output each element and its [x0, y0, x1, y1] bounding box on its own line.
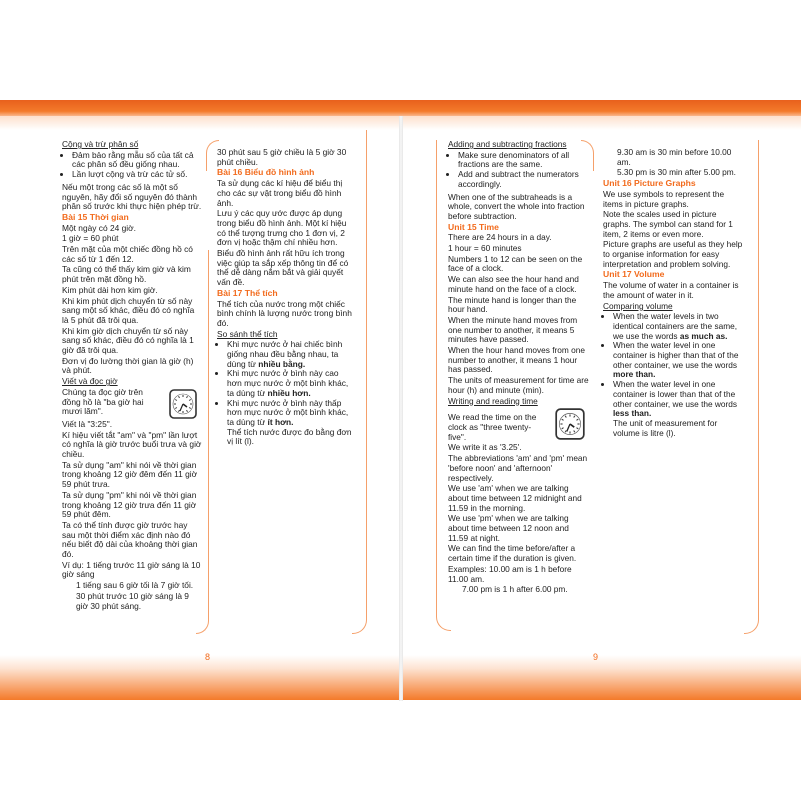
- heading-compare-vi: So sánh thể tích: [217, 328, 278, 339]
- bullet-text: When the water levels in two identical containers are the same, we use the words: [613, 311, 738, 341]
- paragraph: We can also see the hour hand and minute hand on the face of a clock.: [448, 274, 579, 294]
- list-item: • Add and subtract the numerators accordingly.: [458, 170, 589, 189]
- list-item: • Đảm bảo rằng mẫu số của tất cả các phân số đều giống nhau.: [72, 151, 202, 170]
- list-item: [613, 312, 745, 341]
- heading-read-time: Writing and reading time: [448, 395, 538, 406]
- paragraph: The unit of measurement for volume is litre (l).: [613, 417, 718, 438]
- paragraph: Thể tích của nước trong một chiếc bình chính là lượng nước trong bình đó.: [217, 298, 352, 328]
- add-bullets: [448, 151, 589, 190]
- add-note: When one of the subtraheads is a whole, convert the whole into fraction before subtraction.: [448, 191, 585, 221]
- paragraph: 1 tiếng sau 6 giờ tối là 7 giờ tối.: [76, 580, 194, 591]
- paragraph: Đơn vị đo lường thời gian là giờ (h) và phút.: [62, 355, 194, 376]
- paragraph: Biểu đồ hình ảnh rất hữu ích trong việc giúp ta sắp xếp thông tin để có thể dễ dàng nắm bắt và giải quyết vấn đề.: [217, 248, 349, 288]
- paragraph: Ta sử dụng "pm" khi nói về thời gian trong khoảng 12 giờ trưa đến 11 giờ 59 phút đêm.: [62, 489, 197, 520]
- paragraph: 30 phút trước 10 giờ sáng là 9 giờ 30 phút sáng.: [76, 590, 189, 611]
- clock-icon: [554, 407, 586, 441]
- heading-add-fractions-vi: Cộng và trừ phân số: [62, 139, 139, 149]
- clock-icon: [168, 388, 198, 420]
- bullet-text: Khi mực nước ở hai chiếc bình giống nhau đều bằng nhau, ta dùng từ: [227, 339, 343, 369]
- list-item: [227, 340, 354, 369]
- paragraph: Picture graphs are useful as they help to organise information for easy interpretation and problem solving.: [603, 239, 743, 269]
- paragraph: Kim phút dài hơn kim giờ.: [62, 284, 158, 295]
- read-intro-row: [62, 388, 202, 420]
- paragraph: Lưu ý các quy ước được áp dụng trong biểu đồ hình ảnh. Một kí hiệu có thể tượng trưng cho 1 đơn vị, 2 đơn vị hoặc thậm chí nhiều hơn.: [217, 208, 347, 248]
- paragraph: 30 phút sau 5 giờ chiều là 5 giờ 30 phút chiều.: [217, 147, 347, 167]
- paragraph: The units of measurement for time are hour (h) and minute (min).: [448, 375, 589, 395]
- bullet-bold: nhiều bằng.: [258, 358, 306, 369]
- bullet-bold: nhiều hơn.: [267, 387, 311, 398]
- list-item: [613, 380, 745, 419]
- heading-read-time-vi: Viết và đọc giờ: [62, 376, 118, 387]
- compare-bullets: [603, 312, 745, 419]
- paragraph: Khi kim phút dịch chuyển từ số này sang một số khác, điều đó có nghĩa là 5 phút đã trôi qua.: [62, 295, 195, 325]
- compare-bullets-vi: [217, 340, 354, 427]
- paragraph: 5.30 pm is 30 min after 5.00 pm.: [617, 167, 736, 178]
- list-item: • Make sure denominators of all fractions are the same.: [458, 151, 589, 170]
- heading-unit17: Unit 17 Volume: [603, 269, 665, 280]
- list-item: [227, 399, 354, 428]
- paragraph: Examples: 10.00 am is 1 h before 11.00 am.: [448, 563, 572, 584]
- page-number-right: 9: [593, 652, 599, 662]
- paragraph: The volume of water in a container is the amount of water in it.: [603, 280, 739, 300]
- heading-lesson17: Bài 17 Thể tích: [217, 287, 278, 298]
- bullet-text: Khi mực nước ở bình này cao hơn mực nước ở một bình khác, ta dùng từ: [227, 368, 349, 398]
- book-spine: [399, 116, 403, 701]
- bullet-bold: less than.: [613, 408, 652, 419]
- paragraph: Ta cũng có thể thấy kim giờ và kim phút trên mặt đồng hồ.: [62, 264, 191, 285]
- add-note-vi: Nếu một trong các số là một số nguyên, hãy đổi số nguyên đó thành phân số trước khi thực hiện phép trừ.: [62, 181, 202, 212]
- paragraph: We use symbols to represent the items in picture graphs.: [603, 188, 725, 209]
- paragraph: Ta sử dụng "am" khi nói về thời gian trong khoảng 12 giờ đêm đến 11 giờ 59 phút trưa.: [62, 459, 198, 490]
- paragraph: The abbreviations 'am' and 'pm' mean 'before noon' and 'afternoon' respectively.: [448, 453, 588, 483]
- paragraph: Numbers 1 to 12 can be seen on the face of a clock.: [448, 253, 583, 274]
- paragraph: Một ngày có 24 giờ.: [62, 222, 136, 233]
- heading-compare: Comparing volume: [603, 300, 673, 311]
- paragraph: We write it as '3.25'.: [448, 442, 522, 453]
- paragraph: Trên mặt của một chiếc đồng hồ có các số từ 1 đến 12.: [62, 244, 193, 264]
- list-item: [227, 369, 354, 398]
- list-item: [613, 341, 745, 380]
- heading-lesson15: Bài 15 Thời gian: [62, 211, 129, 222]
- paragraph: Thể tích nước được đo bằng đơn vị lít (l).: [227, 426, 352, 447]
- col4-bracket: [744, 140, 759, 634]
- col2-bracket: [352, 130, 367, 634]
- paragraph: 7.00 pm is 1 h after 6.00 pm.: [462, 584, 568, 595]
- paragraph: Kí hiệu viết tắt "am" và "pm" lần lượt có nghĩa là giờ trước buổi trưa và giờ chiều.: [62, 429, 202, 459]
- paragraph: 1 hour = 60 minutes: [448, 243, 522, 254]
- paragraph: Viết là "3:25".: [62, 418, 113, 429]
- paragraph: 9.30 am is 30 min before 10.00 am.: [617, 147, 732, 167]
- paragraph: There are 24 hours in a day.: [448, 232, 552, 243]
- paragraph: Ta có thể tính được giờ trước hay sau một thời điểm xác định nào đó nếu biết độ dài của khoảng thời gian đó.: [62, 519, 198, 560]
- right-page-col4: [603, 148, 745, 439]
- read-intro-row-en: [448, 407, 589, 443]
- right-page-col3: [448, 140, 589, 596]
- paragraph: When the minute hand moves from one number to another, it means 5 minutes have passed.: [448, 314, 578, 345]
- top-orange-band: [0, 100, 801, 116]
- paragraph: Ta sử dụng các kí hiệu để biểu thị cho các sự vật trong biểu đồ hình ảnh.: [217, 178, 343, 208]
- heading-lesson16: Bài 16 Biểu đồ hình ảnh: [217, 167, 315, 178]
- page-number-left: 8: [205, 652, 211, 662]
- paragraph: We can find the time before/after a certain time if the duration is given.: [448, 543, 577, 564]
- bullet-text: When the water level in one container is higher than that of the other container, we use the words: [613, 340, 739, 370]
- bullet-bold: ít hơn.: [267, 416, 294, 427]
- paragraph: We read the time on the clock as "three twenty-five".: [448, 412, 537, 442]
- bullet-bold: more than.: [613, 369, 656, 380]
- left-page-col1: [62, 140, 202, 612]
- paragraph: Chúng ta đọc giờ trên đồng hồ là "ba giờ hai mươi lăm".: [62, 386, 144, 417]
- left-page-col2: [217, 148, 354, 448]
- paragraph: We use 'am' when we are talking about time between 12 midnight and 11.59 in the morning.: [448, 483, 582, 513]
- bullet-text: When the water level in one container is lower than that of the other container, we use the words: [613, 379, 738, 409]
- paragraph: Note the scales used in picture graphs. The symbol can stand for 1 item, 2 items or even more.: [603, 209, 733, 239]
- bullet-bold: as much as.: [679, 330, 728, 341]
- heading-unit16: Unit 16 Picture Graphs: [603, 178, 696, 189]
- paragraph: We use 'pm' when we are talking about time between 12 noon and 11.59 at night.: [448, 513, 569, 543]
- add-bullets-vi: [62, 151, 202, 180]
- paragraph: When the hour hand moves from one number to another, it means 1 hour has passed.: [448, 345, 585, 375]
- paragraph: The minute hand is longer than the hour hand.: [448, 294, 577, 315]
- paragraph: Ví dụ: 1 tiếng trước 11 giờ sáng là 10 giờ sáng: [62, 559, 201, 580]
- heading-unit15: Unit 15 Time: [448, 221, 499, 232]
- list-item: • Lần lượt cộng và trừ các tử số.: [72, 170, 202, 180]
- heading-add-fractions: Adding and subtracting fractions: [448, 139, 567, 149]
- paragraph: 1 giờ = 60 phút: [62, 233, 119, 244]
- paragraph: Khi kim giờ dịch chuyển từ số này sang số khác, điều đó có nghĩa là 1 giờ đã trôi qua.: [62, 325, 194, 356]
- bullet-text: Khi mực nước ở bình này thấp hơn mực nước ở một bình khác, ta dùng từ: [227, 397, 349, 427]
